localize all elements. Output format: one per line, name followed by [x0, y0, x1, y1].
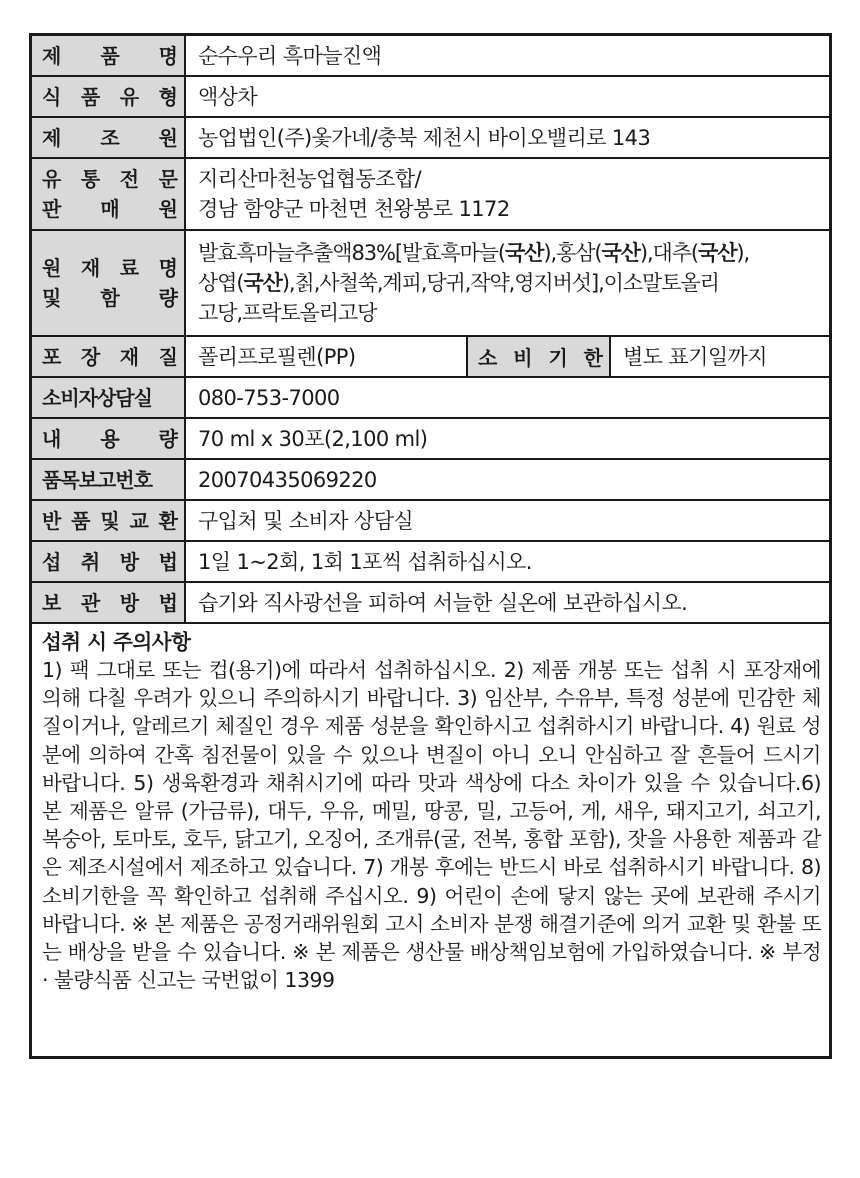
- contents-value: 70 ml x 30포(2,100 ml): [198, 426, 428, 451]
- manufacturer-value: 농업법인(주)옻가네/충북 제천시 바이오밸리로 143: [198, 125, 651, 150]
- row-manufacturer: [32, 118, 829, 159]
- intake-value: 1일 1~2회, 1회 1포씩 섭취하십시오.: [198, 549, 532, 574]
- header-expiry: [466, 337, 611, 376]
- row-contents: [32, 419, 829, 460]
- storage-value: 습기와 직사광선을 피하여 서늘한 실온에 보관하십시오.: [198, 590, 688, 615]
- header-returns: [32, 501, 186, 540]
- header-label: 품목보고번호: [42, 467, 152, 492]
- header-label-line1: 원 재 료 명: [42, 256, 178, 280]
- header-label: 보 관 방 법: [42, 590, 178, 615]
- header-product-name: [32, 36, 186, 75]
- intake-precautions: [32, 624, 829, 1056]
- distributor-address: 경남 함양군 마천면 천왕봉로 1172: [198, 197, 510, 221]
- header-label: 섭 취 방 법: [42, 549, 178, 574]
- header-intake: [32, 542, 186, 581]
- product-label-table: [29, 33, 832, 1059]
- consumer-center-value: 080-753-7000: [198, 385, 340, 410]
- header-manufacturer: [32, 118, 186, 157]
- header-label-line2: 및 함 량: [42, 286, 178, 310]
- row-report-number: [32, 460, 829, 501]
- header-consumer-center: [32, 378, 186, 417]
- header-storage: [32, 583, 186, 622]
- distributor-value: [186, 159, 829, 229]
- header-label-line2: 판 매 원: [42, 197, 178, 221]
- returns-value: 구입처 및 소비자 상담실: [198, 508, 414, 533]
- packaging-value: 폴리프로필렌(PP): [198, 344, 356, 369]
- header-contents: [32, 419, 186, 458]
- precautions-body: 1) 팩 그대로 또는 컵(용기)에 따라서 섭취하십시오. 2) 제품 개봉 또는 섭취 시 포장재에 의해 다칠 우려가 있으니 주의하시기 바랍니다. 3) 임산부, 수유부, 특정 성분에 민감한 체질이거나, 알레르기 체질인 경우 제품 성분을 확인하시고 섭취하시기 바랍니다. 4) 원료 성분에 의하여 간혹 침전물이 있을 수 있으나 변질이 아니 오니 안심하고 잘 흔들어 드시기 바랍니다. 5) 생육환경과 채취시기에 따라 맛과 색상에 다소 차이가 있을 수 있습니다.6) 본 제품은 알류 (가금류), 대두, 우유, 메밀, 땅콩, 밀, 고등어, 게, 새우, 돼지고기, 쇠고기, 복숭아, 토마토, 호두, 닭고기, 오징어, 조개류(굴, 전복, 홍합 포함), 잣을 사용한 제품과 같은 제조시설에서 제조하고 있습니다. 7) 개봉 후에는 반드시 바로 섭취하시기 바랍니다. 8) 소비기한을 꼭 확인하고 섭취해 주십시오. 9) 어린이 손에 닿지 않는 곳에 보관해 주시기 바랍니다. ※ 본 제품은 공정거래위원회 고시 소비자 분쟁 해결기준에 의거 교환 및 환불 또는 배상을 받을 수 있습니다. ※ 본 제품은 생산물 배상책임보험에 가입하였습니다. ※ 부정 · 불량식품 신고는 국번없이 1399: [42, 658, 822, 993]
- header-packaging: [32, 337, 186, 376]
- header-label: 소비자상담실: [42, 385, 152, 410]
- precautions-title: 섭취 시 주의사항: [42, 630, 191, 654]
- header-label: 제 조 원: [42, 125, 178, 150]
- row-food-type: [32, 77, 829, 118]
- header-report-number: [32, 460, 186, 499]
- row-returns: [32, 501, 829, 542]
- row-packaging: [32, 337, 829, 378]
- row-intake: [32, 542, 829, 583]
- ingredients-line3: 고당,프락토올리고당: [198, 301, 377, 325]
- row-consumer-center: [32, 378, 829, 419]
- distributor-name: 지리산마천농업협동조합/: [198, 167, 422, 191]
- header-label: 내 용 량: [42, 426, 178, 451]
- header-distributor: [32, 159, 186, 229]
- expiry-value: 별도 표기일까지: [623, 344, 767, 369]
- header-food-type: [32, 77, 186, 116]
- header-label: 식 품 유 형: [42, 84, 178, 109]
- ingredients-line1: 발효흑마늘추출액83%[발효흑마늘(국산),홍삼(국산),대추(국산),: [198, 241, 750, 265]
- row-product-name: [32, 36, 829, 77]
- row-ingredients: [32, 231, 829, 337]
- header-label: 반 품 및 교 환: [42, 508, 178, 533]
- row-storage: [32, 583, 829, 624]
- row-distributor: [32, 159, 829, 231]
- food-type-value: 액상차: [198, 84, 258, 109]
- header-label: 포 장 재 질: [42, 344, 178, 369]
- ingredients-line2: 상엽(국산),칡,사철쑥,계피,당귀,작약,영지버섯],이소말토올리: [198, 271, 719, 295]
- header-label: 소 비 기 한: [478, 346, 603, 370]
- ingredients-value: [186, 231, 829, 335]
- report-number-value: 20070435069220: [198, 467, 377, 492]
- header-ingredients: [32, 231, 186, 335]
- header-label-line1: 유 통 전 문: [42, 167, 178, 191]
- header-label: 제 품 명: [42, 43, 178, 68]
- product-name-value: 순수우리 흑마늘진액: [198, 43, 382, 68]
